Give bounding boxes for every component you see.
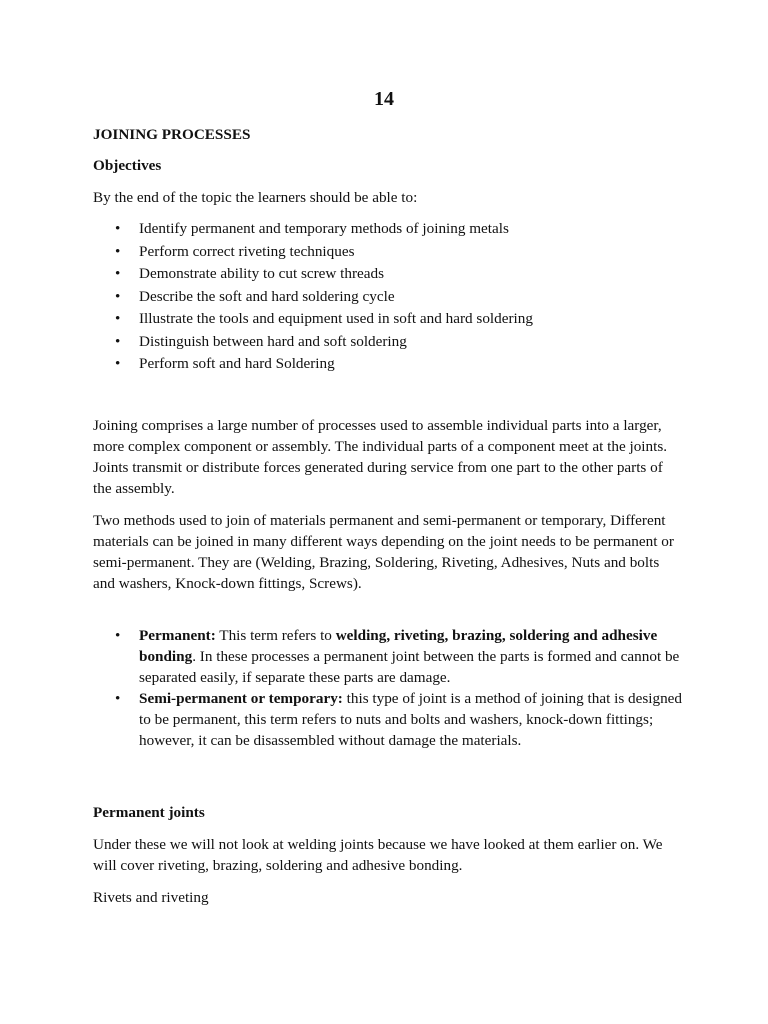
list-item: • Demonstrate ability to cut screw threads bbox=[93, 263, 683, 286]
objectives-list bbox=[93, 218, 683, 376]
paragraph-joining-intro: Joining comprises a large number of processes used to assemble individual parts into a larger, more complex component or assembly. The individual parts of a component meet at the joints. Joints transmit or distribute forces generated during service from one part to the other parts of the assembly. bbox=[93, 417, 668, 497]
list-item: • Distinguish between hard and soft soldering bbox=[93, 331, 683, 354]
list-item-permanent bbox=[93, 625, 683, 688]
objectives-heading: Objectives bbox=[93, 157, 162, 174]
joint-types-list bbox=[93, 625, 683, 751]
rivets-heading: Rivets and riveting bbox=[93, 889, 209, 906]
list-item: • Describe the soft and hard soldering cycle bbox=[93, 286, 683, 309]
bullet-marker: • bbox=[115, 690, 121, 707]
list-item: • Identify permanent and temporary methods of joining metals bbox=[93, 218, 683, 241]
permanent-text-a: This term refers to bbox=[215, 627, 336, 644]
permanent-label: Permanent: bbox=[139, 627, 216, 644]
semi-label: Semi-permanent or temporary: bbox=[139, 690, 343, 707]
permanent-joints-heading: Permanent joints bbox=[93, 804, 205, 821]
bullet-marker: • bbox=[115, 627, 121, 644]
list-item: • Perform soft and hard Soldering bbox=[93, 353, 683, 376]
list-item-semi-permanent bbox=[93, 688, 683, 751]
objectives-intro: By the end of the topic the learners should be able to: bbox=[93, 189, 418, 206]
permanent-bold-terms: welding, riveting, brazing, soldering and adhesive bonding bbox=[139, 627, 658, 665]
semi-text: this type of joint is a method of joining that is designed to be permanent, this term refers to nuts and bolts and washers, knock-down fittings; however, it can be disassembled without damage the materials. bbox=[139, 690, 683, 749]
permanent-joints-text: Under these we will not look at welding joints because we have looked at them earlier on. We will cover riveting, brazing, soldering and adhesive bonding. bbox=[93, 836, 663, 874]
permanent-text-b: . In these processes a permanent joint between the parts is formed and cannot be separated easily, if separate these parts are damage. bbox=[139, 648, 680, 686]
section-title: JOINING PROCESSES bbox=[93, 126, 251, 143]
list-item: • Illustrate the tools and equipment used in soft and hard soldering bbox=[93, 308, 683, 331]
chapter-number: 14 bbox=[374, 88, 394, 110]
paragraph-methods: Two methods used to join of materials permanent and semi-permanent or temporary, Different materials can be joined in many different ways depending on the joint needs to be permanent or semi-permanent. They are (Welding, Brazing, Soldering, Riveting, Adhesives, Nuts and bolts and washers, Knock-down fittings, Screws). bbox=[93, 512, 674, 592]
list-item: • Perform correct riveting techniques bbox=[93, 241, 683, 264]
